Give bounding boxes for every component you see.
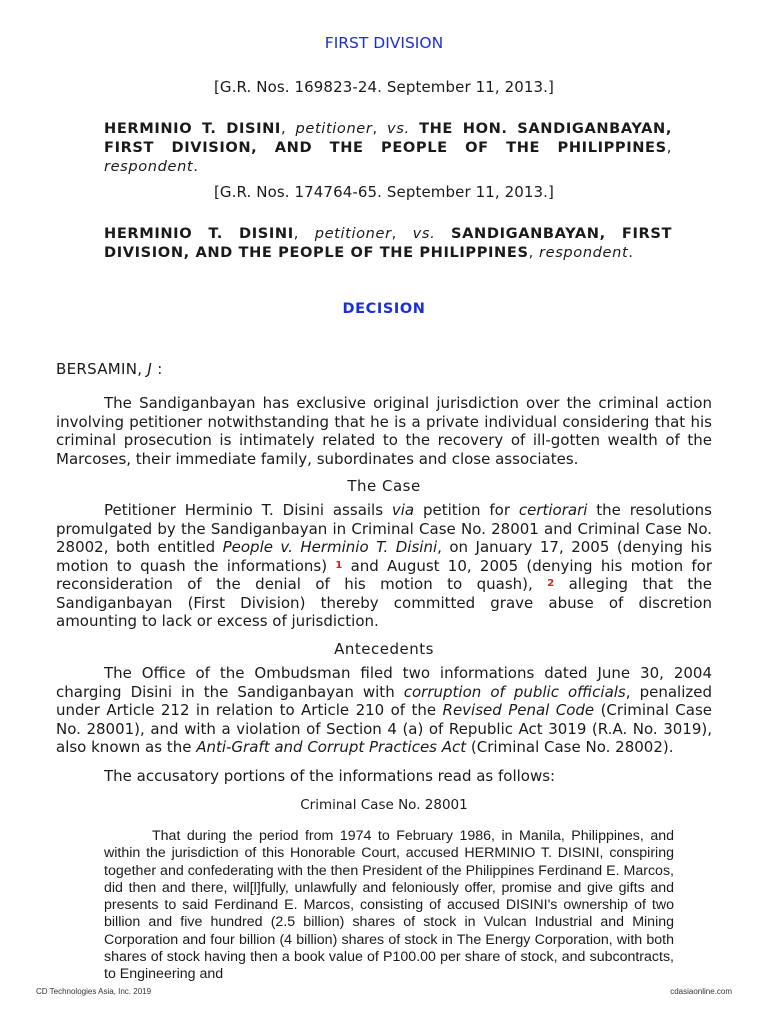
quote-text: That during the period from 1974 to February 1986, in Manila, Philippines, and within the jurisdiction of this Honorable Court, accused HERMINIO T. DISINI, conspiring together and confederating with the then President of the Philippines Ferdinand E. Marcos, did then and there, wil[l]fully, unlawfully and feloniously offer, promise and give gifts and presents to said Ferdinand E. Marcos, consisting of accused DISINI's ownership of two billion and five hundred (2.5 billion) shares of stock in Vulcan Industrial and Mining Corporation and four billion (4 billion) shares of stock in The Energy Corporation, with both shares of stock having then a book value of P100.00 per share of stock, and subcontracts, to Engineering and: [104, 828, 674, 983]
division-title: FIRST DIVISION: [324, 34, 444, 52]
ponente-title: J: [147, 360, 153, 378]
gr-number-2: [G.R. Nos. 174764-65. September 11, 2013.]: [213, 183, 554, 201]
footer-website: cdasiaonline.com: [670, 987, 732, 996]
paragraph-1-text: The Sandiganbayan has exclusive original jurisdiction over the criminal action involving petitioner notwithstanding that he is a private individual considering that his criminal prosecution is intimately related to the recovery of ill-gotten wealth of the Marcoses, their immediate family, subordinates and close associates.: [56, 394, 712, 468]
paragraph-1: [56, 394, 712, 468]
gr-number-1: [G.R. Nos. 169823-24. September 11, 2013.]: [213, 78, 554, 96]
case-caption-2: HERMINIO T. DISINI, petitioner, vs. SANDIGANBAYAN, FIRST DIVISION, AND THE PEOPLE OF THE PHILIPPINES, respondent.: [104, 225, 672, 261]
petitioner-role: petitioner: [314, 225, 392, 242]
versus: vs.: [412, 225, 436, 242]
heading-antecedents: Antecedents: [334, 640, 434, 658]
ponente: BERSAMIN, J :: [56, 360, 163, 378]
respondent-role: respondent: [539, 244, 629, 261]
footnote-link-1[interactable]: 1: [335, 559, 343, 571]
paragraph-3: The Office of the Ombudsman filed two informations dated June 30, 2004 charging Disini in the Sandiganbayan with corruption of public officials, penalized under Article 212 in relation to Article 210 of the Revised Penal Code (Criminal Case No. 28001), and with a violation of Section 4 (a) of Republic Act 3019 (R.A. No. 3019), also known as the Anti-Graft and Corrupt Practices Act (Criminal Case No. 28002).: [56, 664, 713, 756]
petitioner-name: HERMINIO T. DISINI: [104, 120, 281, 137]
heading-the-case: The Case: [347, 477, 421, 495]
decision-heading: DECISION: [342, 301, 426, 317]
paragraph-4-text: The accusatory portions of the informations read as follows:: [104, 767, 556, 785]
respondent-name: SANDIGANBAYAN, FIRST DIVISION, AND THE PEOPLE OF THE PHILIPPINES: [104, 225, 672, 261]
petitioner-name: HERMINIO T. DISINI: [104, 225, 294, 242]
petitioner-role: petitioner: [295, 120, 373, 137]
case-title: People v. Herminio T. Disini: [222, 538, 438, 556]
paragraph-4: [56, 767, 712, 786]
ponente-name: BERSAMIN: [56, 360, 138, 378]
quoted-information: [104, 828, 674, 984]
versus: vs.: [387, 120, 410, 137]
paragraph-2: Petitioner Herminio T. Disini assails via petition for certiorari the resolutions promulgated by the Sandiganbayan in Criminal Case No. 28001 and Criminal Case No. 28002, both entitled People v. Herminio T. Disini, on January 17, 2005 (denying his motion to quash the informations) $^1$ and August 10, 2005 (denying his motion for reconsideration of the denial of his motion to quash), $^2$ alleging that the Sandiganbayan (First Division) thereby committed grave abuse of discretion amounting to lack or excess of jurisdiction.: [56, 501, 712, 630]
footer-publisher: CD Technologies Asia, Inc. 2019: [36, 987, 152, 996]
criminal-case-label: Criminal Case No. 28001: [300, 797, 468, 813]
respondent-name: THE HON. SANDIGANBAYAN, FIRST DIVISION, AND THE PEOPLE OF THE PHILIPPINES: [104, 120, 672, 156]
respondent-role: respondent: [104, 158, 194, 175]
footnote-link-2[interactable]: 2: [547, 578, 555, 589]
case-caption-1: HERMINIO T. DISINI, petitioner, vs. THE HON. SANDIGANBAYAN, FIRST DIVISION, AND THE PEOPLE OF THE PHILIPPINES, respondent.: [104, 120, 672, 175]
